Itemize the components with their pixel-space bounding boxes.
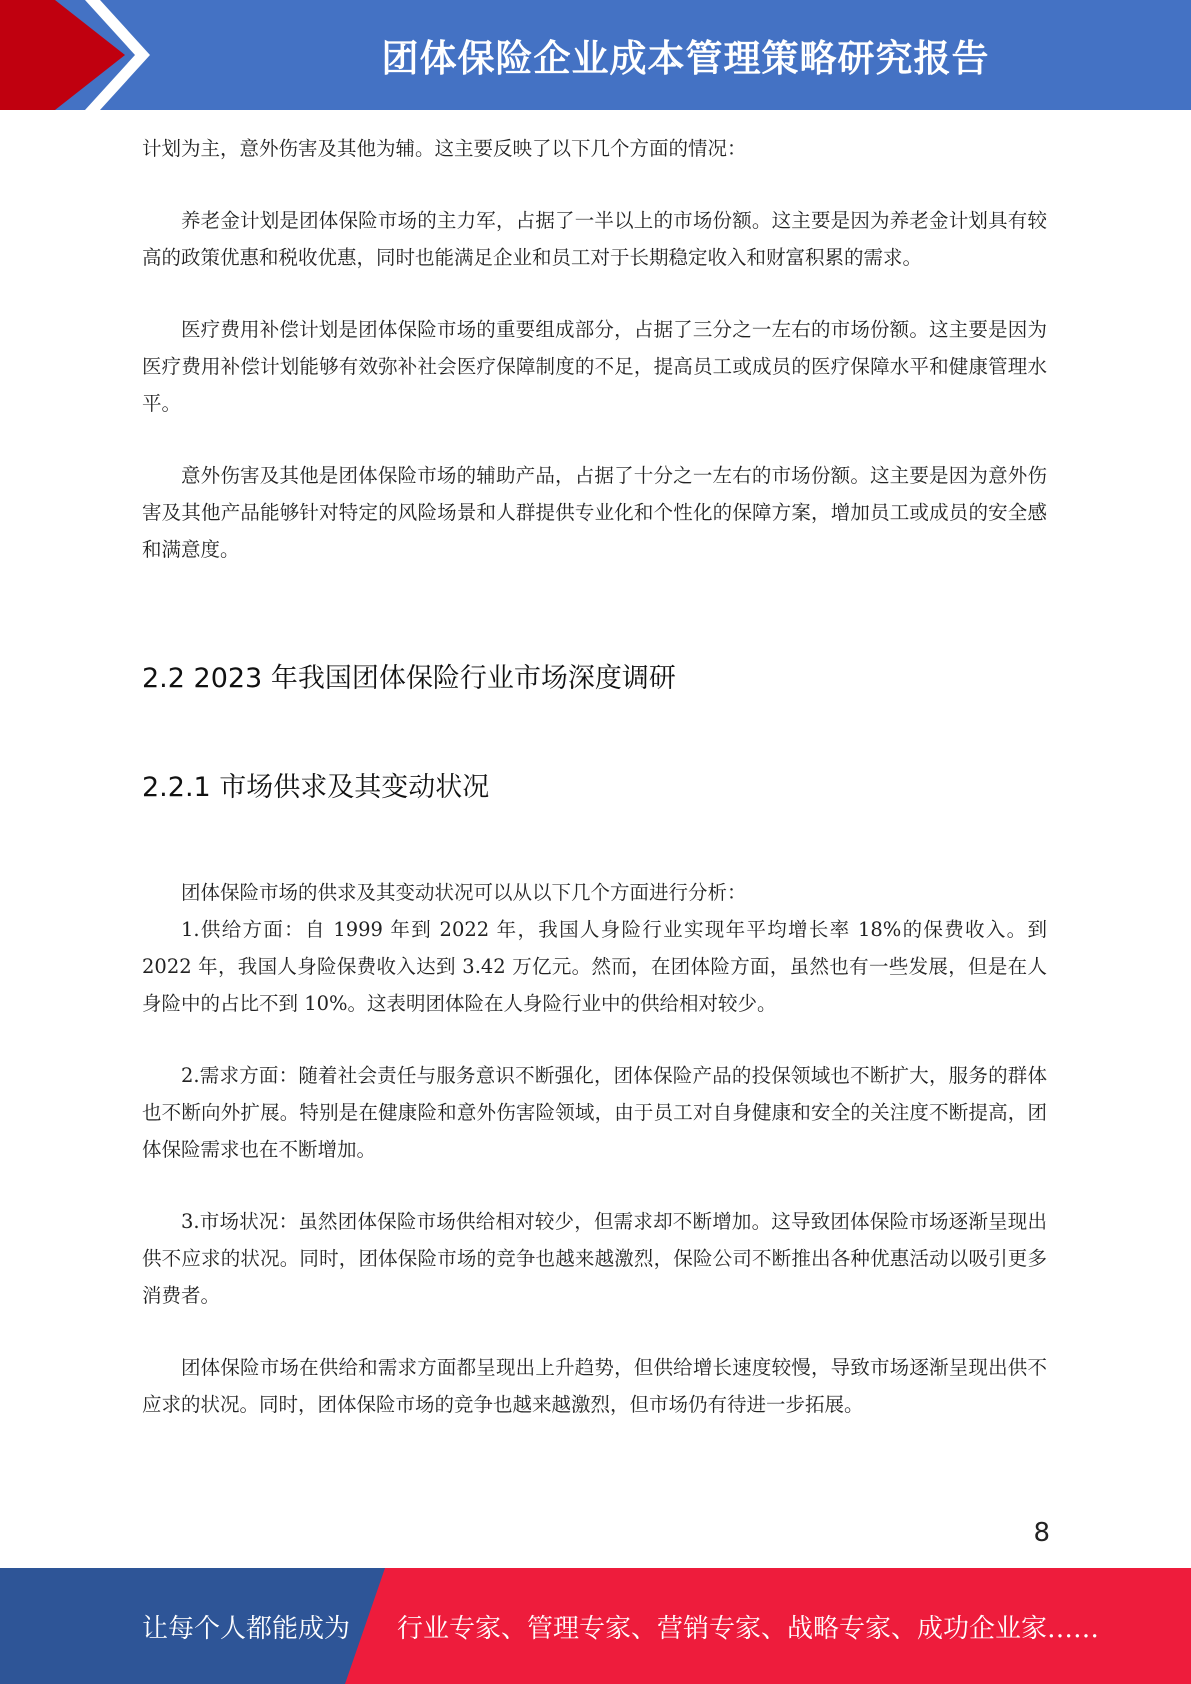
page-number: 8: [1033, 1518, 1050, 1548]
section-heading-2-2-1: 2.2.1 市场供求及其变动状况: [142, 772, 490, 803]
paragraph-accident-plan: 意外伤害及其他是团体保险市场的辅助产品，占据了十分之一左右的市场份额。这主要是因为意外伤害及其他产品能够针对特定的风险场景和人群提供专业化和个性化的保障方案，增加员工或成员的安全感和满意度。: [142, 464, 1047, 561]
page-body: [142, 130, 1047, 1423]
paragraph-intro-analysis: 团体保险市场的供求及其变动状况可以从以下几个方面进行分析：: [181, 881, 747, 904]
paragraph-market-status: 3.市场状况：虽然团体保险市场供给相对较少，但需求却不断增加。这导致团体保险市场逐渐呈现出供不应求的状况。同时，团体保险市场的竞争也越来越激烈，保险公司不断推出各种优惠活动以吸引更多消费者。: [142, 1210, 1047, 1307]
paragraph-summary: 团体保险市场在供给和需求方面都呈现出上升趋势，但供给增长速度较慢，导致市场逐渐呈现出供不应求的状况。同时，团体保险市场的竞争也越来越激烈，但市场仍有待进一步拓展。: [142, 1356, 1047, 1416]
footer-banner: [0, 1568, 1191, 1684]
paragraph-pension-plan: 养老金计划是团体保险市场的主力军，占据了一半以上的市场份额。这主要是因为养老金计划具有较高的政策优惠和税收优惠，同时也能满足企业和员工对于长期稳定收入和财富积累的需求。: [142, 209, 1047, 269]
footer-slogan-left: 让每个人都能成为: [142, 1613, 351, 1644]
section-heading-2-2: 2.2 2023 年我国团体保险行业市场深度调研: [142, 663, 676, 694]
paragraph-continuation: 计划为主，意外伤害及其他为辅。这主要反映了以下几个方面的情况：: [142, 137, 747, 160]
paragraph-medical-plan: 医疗费用补偿计划是团体保险市场的重要组成部分，占据了三分之一左右的市场份额。这主要是因为医疗费用补偿计划能够有效弥补社会医疗保障制度的不足，提高员工或成员的医疗保障水平和健康管理水平。: [142, 318, 1047, 415]
paragraph-demand: 2.需求方面：随着社会责任与服务意识不断强化，团体保险产品的投保领域也不断扩大，服务的群体也不断向外扩展。特别是在健康险和意外伤害险领域，由于员工对自身健康和安全的关注度不断提高，团体保险需求也在不断增加。: [142, 1064, 1047, 1161]
paragraph-supply: 1.供给方面：自 1999 年到 2022 年，我国人身险行业实现年平均增长率 18%的保费收入。到 2022 年，我国人身险保费收入达到 3.42 万亿元。然而，在团体险方面，虽然也有一些发展，但是在人身险中的占比不到 10%。这表明团体险在人身险行业中的供给相对较少。: [142, 918, 1047, 1015]
header-banner: [0, 0, 1191, 110]
document-title: 团体保险企业成本管理策略研究报告: [381, 37, 990, 80]
footer-slogan-right: 行业专家、管理专家、营销专家、战略专家、成功企业家……: [397, 1613, 1100, 1644]
